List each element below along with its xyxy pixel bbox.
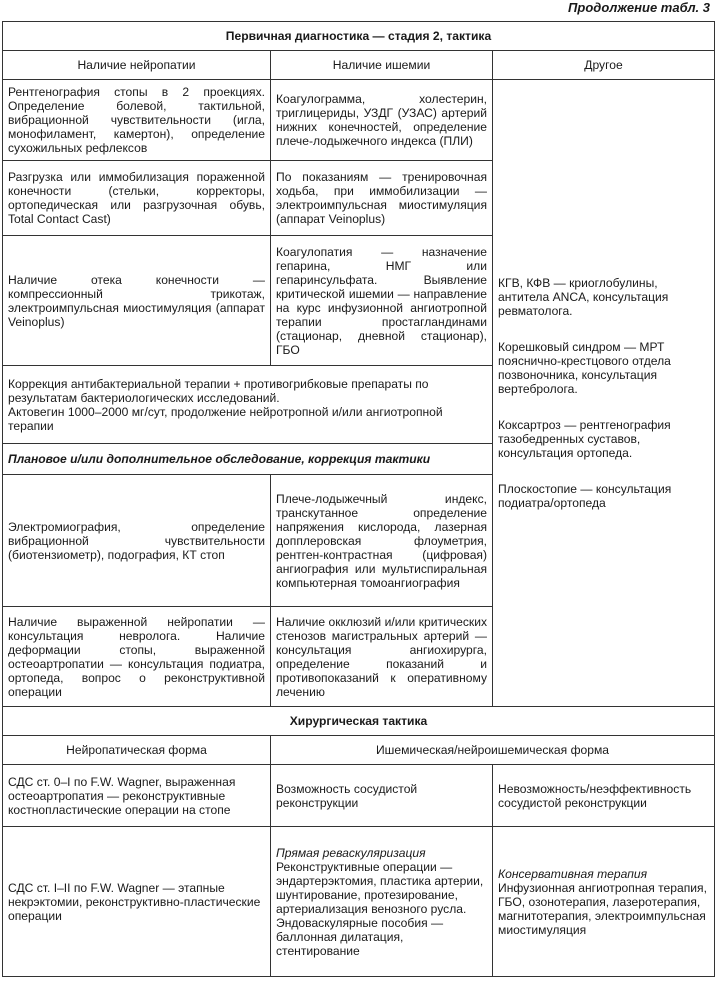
revascularization-title: Прямая реваскуляризация	[276, 845, 426, 860]
cell-neuro-offloading: Разгрузка или иммобилизация пораженной конечности (стельки, корректоры, ортопедическая или разгрузочная обувь, Total Contact Cast)	[3, 161, 271, 236]
table-continuation-caption: Продолжение табл. 3	[568, 0, 710, 15]
cell-direct-revascularization	[271, 827, 493, 977]
cell-reconstruction-impossible: Невозможность/неэффективность сосудистой реконструкции	[493, 765, 715, 827]
col-header-ischemia: Наличие ишемии	[271, 51, 493, 80]
reconstructive-operations-text: Реконструктивные операции — эндартерэктомия, пластика артерии, шунтирование, протезирование, артериализация венозного русла.	[276, 859, 484, 916]
other-item-kgv: КГВ, КФВ — криоглобулины, антитела ANCA, консультация ревматолога.	[498, 276, 669, 318]
cell-isch-diagnostics: Коагулограмма, холестерин, триглицериды, УЗДГ (УЗАС) артерий нижних конечностей, определение плече-лодыжечного индекса (ПЛИ)	[271, 80, 493, 161]
antibacterial-text: Коррекция антибактериальной терапии + противогрибковые препараты по результатам бактериологических исследований.	[8, 376, 429, 405]
cell-antibacterial-correction	[3, 366, 493, 444]
other-item-radicular: Корешковый синдром — МРТ пояснично-крестцового отдела позвоночника, консультация вертебролога.	[498, 340, 671, 396]
cell-neuro-diagnostics: Рентгенография стопы в 2 проекциях. Определение болевой, тактильной, вибрационной чувствительности (игла, монофиламент, камертон), определение сухожильных рефлексов	[3, 80, 271, 161]
cell-reconstruction-possible: Возможность сосудистой реконструкции	[271, 765, 493, 827]
cell-wagner-1-2: СДС ст. I–II по F.W. Wagner — этапные некрэктомии, реконструктивно-пластические операции	[3, 827, 271, 977]
endovascular-text: Эндоваскулярные пособия — баллонная дилатация, стентирование	[276, 915, 444, 958]
col-header-ischemic-form: Ишемическая/нейроишемическая форма	[271, 736, 715, 765]
cell-isch-walking: По показаниям — тренировочная ходьба, при иммобилизации — электроимпульсная миостимуляция (аппарат Veinoplus)	[271, 161, 493, 236]
col-header-other: Другое	[493, 51, 715, 80]
col-header-neuropathic-form: Нейропатическая форма	[3, 736, 271, 765]
conservative-therapy-text: Инфузионная ангиотропная терапия, ГБО, озонотерапия, лазеротерапия, магнитотерапия, электроимпульсная миостимуляция	[498, 880, 707, 937]
clinical-tactics-table	[2, 21, 715, 977]
cell-isch-consultation: Наличие окклюзий и/или критических стенозов магистральных артерий — консультация ангиохирурга, определение показаний и противопоказаний к оперативному лечению	[271, 607, 493, 707]
other-item-flatfoot: Плоскостопие — консультация подиатра/ортопеда	[498, 482, 672, 510]
conservative-therapy-title: Консервативная терапия	[498, 866, 648, 881]
section-primary-diagnostics-title: Первичная диагностика — стадия 2, тактика	[3, 22, 715, 51]
cell-conservative-therapy	[493, 827, 715, 977]
section-planned-examination-title: Плановое и/или дополнительное обследование, коррекция тактики	[3, 444, 493, 475]
cell-wagner-0-1: СДС ст. 0–I по F.W. Wagner, выраженная остеоартропатия — реконструктивные костнопластические операции на стопе	[3, 765, 271, 827]
cell-neuro-edema: Наличие отека конечности — компрессионный трикотаж, электроимпульсная миостимуляция (аппарат Veinoplus)	[3, 236, 271, 366]
cell-neuro-emg: Электромиография, определение вибрационной чувствительности (биотензиометр), подография, КТ стоп	[3, 475, 271, 607]
other-item-coxarthrosis: Коксартроз — рентгенография тазобедренных суставов, консультация ортопеда.	[498, 418, 671, 460]
actovegin-text: Актовегин 1000–2000 мг/сут, продолжение нейротропной и/или ангиотропной терапии	[8, 404, 443, 433]
section-surgical-tactics-title: Хирургическая тактика	[3, 707, 715, 736]
col-header-neuropathy: Наличие нейропатии	[3, 51, 271, 80]
cell-isch-abi: Плече-лодыжечный индекс, транскутанное определение напряжения кислорода, лазерная допплеровская флоуметрия, рентген-контрастная (цифровая) ангиография или мультиспиральная компьютерная томоангиография	[271, 475, 493, 607]
cell-isch-coagulopathy: Коагулопатия — назначение гепарина, НМГ или гепаринсульфата. Выявление критической ишемии — направление на курс инфузионной ангиотропной терапии простагландинами (стационар, дневной стационар), ГБО	[271, 236, 493, 366]
cell-other-conditions	[493, 80, 715, 707]
cell-neuro-consultation: Наличие выраженной нейропатии — консультация невролога. Наличие деформации стопы, выраженной остеоартропатии — консультация подиатра, ортопеда, вопрос о реконструктивной операции	[3, 607, 271, 707]
